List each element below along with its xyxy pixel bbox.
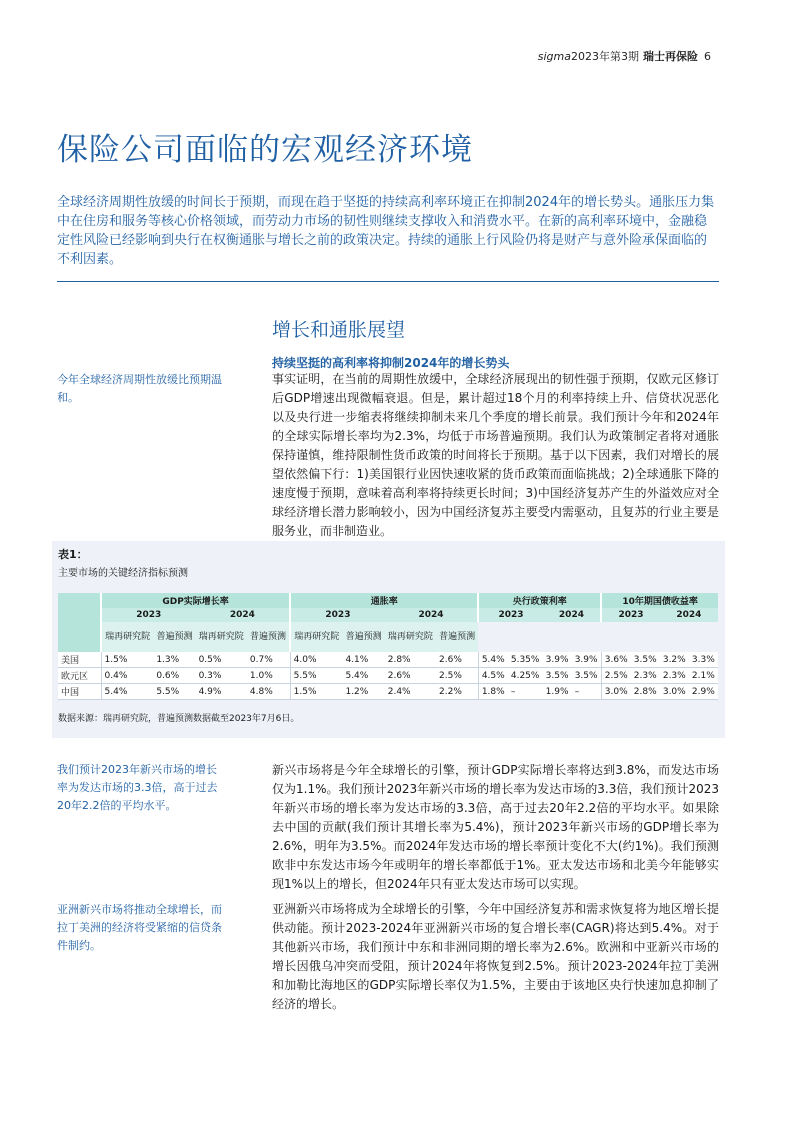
table-cell: – bbox=[572, 684, 602, 700]
table-cell: 4.9% bbox=[196, 684, 247, 700]
table-row bbox=[58, 684, 718, 700]
table-cell: 3.0% bbox=[601, 684, 631, 700]
table-cell: 2.5% bbox=[436, 668, 478, 684]
group-header-bond-yield: 10年期国债收益率 bbox=[601, 593, 718, 608]
table-group-row bbox=[58, 593, 718, 608]
table-label: 表1： bbox=[58, 548, 88, 561]
table-cell: 2.8% bbox=[385, 652, 436, 668]
table-cell: 4.0% bbox=[290, 652, 342, 668]
row-label: 美国 bbox=[58, 652, 101, 668]
table-cell: 0.5% bbox=[196, 652, 247, 668]
table-row bbox=[58, 668, 718, 684]
table-cell: 1.8% bbox=[478, 684, 508, 700]
table-cell: 2.6% bbox=[385, 668, 436, 684]
group-header-policy-rate: 央行政策利率 bbox=[478, 593, 601, 608]
table-cell: 5.4% bbox=[342, 668, 384, 684]
table-cell: 3.9% bbox=[572, 652, 602, 668]
side-note-emerging: 我们预计2023年新兴市场的增长率为发达市场的3.3倍，高于过去20年2.2倍的平均水平。 bbox=[57, 763, 218, 812]
year-header: 2024 bbox=[543, 608, 602, 622]
page-number: 6 bbox=[704, 50, 711, 63]
brand-name: 瑞士再保险 bbox=[643, 50, 698, 63]
table-source-row bbox=[58, 622, 718, 652]
page-title: 保险公司面临的宏观经济环境 bbox=[57, 132, 473, 168]
table-cell: 3.3% bbox=[689, 652, 718, 668]
table-cell: 4.8% bbox=[247, 684, 290, 700]
col-header-swiss-re: 瑞再研究院 bbox=[290, 622, 342, 652]
group-header-inflation: 通胀率 bbox=[290, 593, 478, 608]
col-header-consensus: 普遍预测 bbox=[436, 622, 478, 652]
year-header: 2023 bbox=[101, 608, 196, 622]
table-cell: 2.2% bbox=[436, 684, 478, 700]
table-cell: 2.3% bbox=[660, 668, 689, 684]
section-subheading: 持续坚挺的高利率将抑制2024年的增长势头 bbox=[272, 356, 510, 370]
table-caption: 主要市场的关键经济指标预测 bbox=[58, 568, 188, 579]
intro-paragraph: 全球经济周期性放缓的时间长于预期，而现在趋于坚挺的持续高利率环境正在抑制2024年的增长势头。通胀压力集中在住房和服务等核心价格领域，而劳动力市场的韧性则继续支撑收入和消费水平。在新的高利率环境中，金融稳定性风险已经影响到央行在权衡通胀与增长之前的政策决定。持续的通胀上行风险仍将是财产与意外险承保面临的不利因素。 bbox=[57, 195, 715, 267]
indicator-table bbox=[58, 593, 718, 700]
table-cell: 5.5% bbox=[290, 668, 342, 684]
table-cell: 2.6% bbox=[436, 652, 478, 668]
asia-paragraph: 亚洲新兴市场将成为全球增长的引擎，今年中国经济复苏和需求恢复将为地区增长提供动能。预计2023-2024年亚洲新兴市场的复合增长率(CAGR)将达到5.4%。对于其他新兴市场，我们预计中东和非洲同期的增长率为2.6%。欧洲和中亚新兴市场的增长因俄乌冲突而受阻，预计2024年将恢复到2.5%。预计2023-2024年拉丁美洲和加勒比海地区的GDP实际增长率仅为1.5%，主要由于该地区央行快速加息抑制了经济的增长。 bbox=[272, 902, 719, 1011]
side-note-asia: 亚洲新兴市场将推动全球增长，而拉丁美洲的经济将受紧缩的信贷条件制约。 bbox=[57, 903, 222, 952]
table-cell: 4.5% bbox=[478, 668, 508, 684]
divider bbox=[57, 281, 719, 282]
table-cell: 5.4% bbox=[101, 684, 153, 700]
table-cell: 5.35% bbox=[508, 652, 543, 668]
year-header: 2024 bbox=[385, 608, 479, 622]
emerging-paragraph: 新兴市场将是今年全球增长的引擎，预计GDP实际增长率将达到3.8%，而发达市场仅为1.1%。我们预计2023年新兴市场的增长率为发达市场的3.3倍，我们预计2023年新兴市场的增长率为发达市场的3.3倍，高于过去20年2.2倍的平均水平。如果除去中国的贡献(我们预计其增长率为5.4%)，预计2023年新兴市场的GDP增长率为2.6%，明年为3.5%。而2024年发达市场的增长率预计变化不大(约1%)。我们预测欧非中东发达市场今年或明年的增长率都低于1%。亚太发达市场和北美今年能够实现1%以上的增长，但2024年只有亚太发达市场可以实现。 bbox=[272, 763, 719, 891]
table-cell: 2.3% bbox=[631, 668, 660, 684]
row-label: 欧元区 bbox=[58, 668, 101, 684]
table-year-row bbox=[58, 608, 718, 622]
table-cell: 3.6% bbox=[601, 652, 631, 668]
side-note-growth: 今年全球经济周期性放缓比预期温和。 bbox=[57, 373, 222, 404]
year-header: 2023 bbox=[290, 608, 385, 622]
table-source-note: 数据来源：瑞再研究院，普遍预测数据截至2023年7月6日。 bbox=[58, 714, 300, 724]
growth-paragraph: 事实证明，在当前的周期性放缓中，全球经济展现出的韧性强于预期，仅欧元区修订后GDP增速出现微幅衰退。但是，累计超过18个月的利率持续上升、信贷状况恶化以及央行进一步缩表将继续抑制未来几个季度的增长前景。我们预计今年和2024年的全球实际增长率均为2.3%，均低于市场普遍预期。我们认为政策制定者将对通胀保持谨慎，维持限制性货币政策的时间将长于预期。基于以下因素，我们对增长的展望依然偏下行：1)美国银行业因快速收紧的货币政策而面临挑战；2)全球通胀下降的速度慢于预期，意味着高利率将持续更长时间；3)中国经济复苏产生的外溢效应对全球经济增长潜力影响较小，因为中国经济复苏主要受内需驱动，且复苏的行业主要是服务业，而非制造业。 bbox=[272, 372, 719, 538]
year-header: 2024 bbox=[660, 608, 718, 622]
table-row bbox=[58, 652, 718, 668]
table-cell: 2.4% bbox=[385, 684, 436, 700]
col-header-consensus: 普遍预测 bbox=[247, 622, 290, 652]
table-cell: 0.4% bbox=[101, 668, 153, 684]
table-cell: 3.0% bbox=[660, 684, 689, 700]
group-header-gdp: GDP实际增长率 bbox=[101, 593, 290, 608]
table-cell: 1.9% bbox=[543, 684, 572, 700]
col-header-consensus: 普遍预测 bbox=[342, 622, 384, 652]
table-cell: 0.3% bbox=[196, 668, 247, 684]
table-cell: 3.5% bbox=[543, 668, 572, 684]
table-cell: 2.5% bbox=[601, 668, 631, 684]
sigma-label: sigma bbox=[537, 50, 571, 63]
table-cell: 1.0% bbox=[247, 668, 290, 684]
table-cell: 0.7% bbox=[247, 652, 290, 668]
col-header-swiss-re: 瑞再研究院 bbox=[101, 622, 153, 652]
table-cell: 1.3% bbox=[153, 652, 195, 668]
table-cell: 5.5% bbox=[153, 684, 195, 700]
table-cell: 1.5% bbox=[101, 652, 153, 668]
row-label: 中国 bbox=[58, 684, 101, 700]
year-header: 2024 bbox=[196, 608, 291, 622]
table-cell: 4.1% bbox=[342, 652, 384, 668]
table-cell: 1.2% bbox=[342, 684, 384, 700]
col-header-swiss-re: 瑞再研究院 bbox=[196, 622, 247, 652]
table-cell: 2.1% bbox=[689, 668, 718, 684]
table-cell: 3.2% bbox=[660, 652, 689, 668]
table-cell: 3.5% bbox=[572, 668, 602, 684]
issue-label: 2023年第3期 bbox=[571, 50, 639, 63]
section-heading: 增长和通胀展望 bbox=[272, 319, 406, 341]
year-header: 2023 bbox=[601, 608, 660, 622]
table-cell: 2.9% bbox=[689, 684, 718, 700]
col-header-swiss-re: 瑞再研究院 bbox=[385, 622, 436, 652]
table-cell: 2.8% bbox=[631, 684, 660, 700]
table-cell: 5.4% bbox=[478, 652, 508, 668]
table-cell: 1.5% bbox=[290, 684, 342, 700]
table-cell: 0.6% bbox=[153, 668, 195, 684]
running-header bbox=[538, 48, 711, 64]
table-cell: 3.9% bbox=[543, 652, 572, 668]
table-cell: – bbox=[508, 684, 543, 700]
col-header-consensus: 普遍预测 bbox=[153, 622, 195, 652]
year-header: 2023 bbox=[478, 608, 542, 622]
table-cell: 3.5% bbox=[631, 652, 660, 668]
table-cell: 4.25% bbox=[508, 668, 543, 684]
